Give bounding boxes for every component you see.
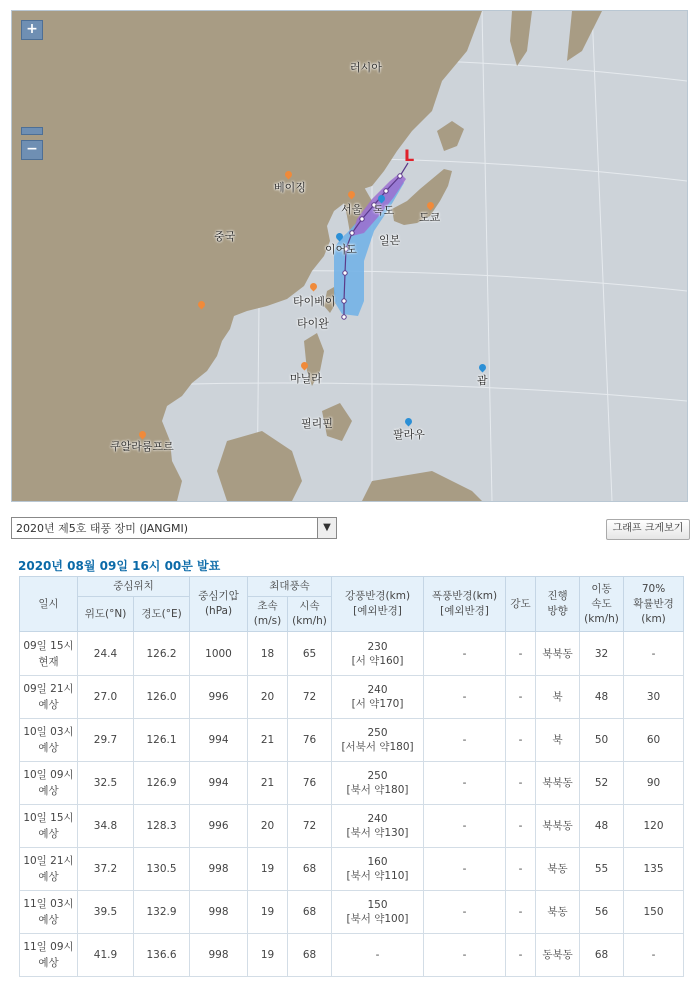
zoom-slider[interactable] xyxy=(21,127,43,135)
cell-lon: 126.9 xyxy=(134,762,190,805)
cell-lon: 128.3 xyxy=(134,805,190,848)
header-gale-radius: 강풍반경(km) [예외반경] xyxy=(332,577,424,632)
cell-direction: 북 xyxy=(536,676,580,719)
cell-storm-radius: - xyxy=(424,762,506,805)
cell-time: 10일 09시 예상 xyxy=(20,762,78,805)
cell-wind-ms: 21 xyxy=(248,762,288,805)
cell-speed: 48 xyxy=(580,676,624,719)
cell-intensity: - xyxy=(506,719,536,762)
table-row xyxy=(20,719,684,762)
cell-direction: 북북동 xyxy=(536,805,580,848)
typhoon-controls xyxy=(11,517,690,541)
cell-storm-radius: - xyxy=(424,848,506,891)
cell-speed: 50 xyxy=(580,719,624,762)
cell-pressure: 994 xyxy=(190,719,248,762)
cell-time: 11일 09시 예상 xyxy=(20,934,78,977)
typhoon-select-value: 2020년 제5호 태풍 장미 (JANGMI) xyxy=(16,522,189,535)
cell-prob-radius: 30 xyxy=(624,676,684,719)
cell-wind-ms: 19 xyxy=(248,891,288,934)
cell-prob-radius: 150 xyxy=(624,891,684,934)
cell-intensity: - xyxy=(506,632,536,676)
cell-wind-kmh: 72 xyxy=(288,805,332,848)
cell-wind-kmh: 68 xyxy=(288,934,332,977)
cell-intensity: - xyxy=(506,934,536,977)
cell-time: 10일 03시 예상 xyxy=(20,719,78,762)
label-japan: 일본 xyxy=(379,234,401,247)
cell-gale-radius: 250 [서북서 약180] xyxy=(332,719,424,762)
cell-direction: 북동 xyxy=(536,848,580,891)
cell-intensity: - xyxy=(506,848,536,891)
table-row xyxy=(20,762,684,805)
cell-direction: 북 xyxy=(536,719,580,762)
cell-lat: 29.7 xyxy=(78,719,134,762)
label-philippines: 필리핀 xyxy=(301,417,333,430)
cell-direction: 동북동 xyxy=(536,934,580,977)
header-intensity: 강도 xyxy=(506,577,536,632)
cell-prob-radius: 135 xyxy=(624,848,684,891)
cell-speed: 32 xyxy=(580,632,624,676)
cell-intensity: - xyxy=(506,676,536,719)
cell-lon: 136.6 xyxy=(134,934,190,977)
label-taipei: 타이베이 xyxy=(293,295,336,308)
cell-speed: 56 xyxy=(580,891,624,934)
cell-wind-ms: 20 xyxy=(248,805,288,848)
typhoon-track-map[interactable] xyxy=(11,10,688,502)
cell-storm-radius: - xyxy=(424,805,506,848)
header-lat: 위도(°N) xyxy=(78,597,134,632)
cell-pressure: 998 xyxy=(190,848,248,891)
cell-wind-kmh: 76 xyxy=(288,762,332,805)
chevron-down-icon[interactable]: ▼ xyxy=(317,518,336,538)
label-guam: 괌 xyxy=(477,374,488,387)
cell-lat: 34.8 xyxy=(78,805,134,848)
cell-time: 09일 21시 예상 xyxy=(20,676,78,719)
cell-lat: 27.0 xyxy=(78,676,134,719)
cell-pressure: 994 xyxy=(190,762,248,805)
header-pressure: 중심기압 (hPa) xyxy=(190,577,248,632)
cell-wind-kmh: 68 xyxy=(288,891,332,934)
header-time: 일시 xyxy=(20,577,78,632)
cell-wind-kmh: 68 xyxy=(288,848,332,891)
cell-wind-ms: 19 xyxy=(248,848,288,891)
typhoon-select[interactable] xyxy=(11,517,337,539)
cell-prob-radius: - xyxy=(624,934,684,977)
low-pressure-marker: L xyxy=(404,146,415,165)
cell-lat: 41.9 xyxy=(78,934,134,977)
cell-lat: 37.2 xyxy=(78,848,134,891)
graph-enlarge-button[interactable]: 그래프 크게보기 xyxy=(606,519,690,540)
cell-gale-radius: 240 [서 약170] xyxy=(332,676,424,719)
cell-storm-radius: - xyxy=(424,934,506,977)
header-max-wind: 최대풍속 xyxy=(248,577,332,597)
cell-gale-radius: 250 [북서 약180] xyxy=(332,762,424,805)
label-dokdo: 독도 xyxy=(373,204,395,217)
cell-storm-radius: - xyxy=(424,632,506,676)
cell-pressure: 998 xyxy=(190,934,248,977)
cell-time: 09일 15시 현재 xyxy=(20,632,78,676)
cell-prob-radius: 60 xyxy=(624,719,684,762)
cell-lon: 130.5 xyxy=(134,848,190,891)
label-ieodo: 이어도 xyxy=(325,243,357,256)
cell-gale-radius: 160 [북서 약110] xyxy=(332,848,424,891)
table-row xyxy=(20,632,684,676)
table-row xyxy=(20,934,684,977)
cell-gale-radius: 230 [서 약160] xyxy=(332,632,424,676)
label-beijing: 베이징 xyxy=(274,181,306,194)
typhoon-forecast-table xyxy=(19,576,684,977)
zoom-in-button[interactable]: + xyxy=(21,20,43,40)
cell-time: 10일 21시 예상 xyxy=(20,848,78,891)
cell-intensity: - xyxy=(506,891,536,934)
label-russia: 러시아 xyxy=(350,61,382,74)
cell-pressure: 996 xyxy=(190,676,248,719)
cell-wind-ms: 21 xyxy=(248,719,288,762)
cell-direction: 북동 xyxy=(536,891,580,934)
zoom-out-button[interactable]: − xyxy=(21,140,43,160)
table-row xyxy=(20,805,684,848)
header-lon: 경도(°E) xyxy=(134,597,190,632)
cell-wind-kmh: 72 xyxy=(288,676,332,719)
cell-gale-radius: - xyxy=(332,934,424,977)
cell-speed: 68 xyxy=(580,934,624,977)
cell-wind-ms: 19 xyxy=(248,934,288,977)
issue-title: 2020년 08월 09일 16시 00분 발표 xyxy=(18,559,221,573)
cell-prob-radius: 120 xyxy=(624,805,684,848)
table-row xyxy=(20,676,684,719)
cell-lat: 32.5 xyxy=(78,762,134,805)
label-china: 중국 xyxy=(214,230,236,243)
cell-gale-radius: 150 [북서 약100] xyxy=(332,891,424,934)
cell-lon: 126.0 xyxy=(134,676,190,719)
cell-pressure: 998 xyxy=(190,891,248,934)
cell-gale-radius: 240 [북서 약130] xyxy=(332,805,424,848)
cell-prob-radius: - xyxy=(624,632,684,676)
header-direction: 진행 방향 xyxy=(536,577,580,632)
cell-lon: 126.1 xyxy=(134,719,190,762)
table-row xyxy=(20,891,684,934)
cell-wind-ms: 20 xyxy=(248,676,288,719)
header-wind-kmh: 시속 (km/h) xyxy=(288,597,332,632)
cell-wind-ms: 18 xyxy=(248,632,288,676)
cell-speed: 52 xyxy=(580,762,624,805)
label-seoul: 서울 xyxy=(341,203,363,216)
cell-storm-radius: - xyxy=(424,891,506,934)
cell-wind-kmh: 65 xyxy=(288,632,332,676)
cell-lon: 132.9 xyxy=(134,891,190,934)
label-tokyo: 도쿄 xyxy=(419,211,441,224)
label-taiwan: 타이완 xyxy=(297,317,329,330)
cell-intensity: - xyxy=(506,805,536,848)
cell-prob-radius: 90 xyxy=(624,762,684,805)
cell-time: 11일 03시 예상 xyxy=(20,891,78,934)
cell-direction: 북북동 xyxy=(536,632,580,676)
table-row xyxy=(20,848,684,891)
cell-speed: 55 xyxy=(580,848,624,891)
cell-direction: 북북동 xyxy=(536,762,580,805)
cell-lon: 126.2 xyxy=(134,632,190,676)
label-manila: 마닐라 xyxy=(290,372,322,385)
cell-pressure: 1000 xyxy=(190,632,248,676)
header-wind-ms: 초속 (m/s) xyxy=(248,597,288,632)
header-center: 중심위치 xyxy=(78,577,190,597)
cell-lat: 24.4 xyxy=(78,632,134,676)
label-kuala-lumpur: 쿠알라룸프르 xyxy=(110,440,174,453)
header-speed: 이동 속도 (km/h) xyxy=(580,577,624,632)
cell-storm-radius: - xyxy=(424,676,506,719)
cell-intensity: - xyxy=(506,762,536,805)
cell-wind-kmh: 76 xyxy=(288,719,332,762)
header-prob-radius: 70% 확률반경 (km) xyxy=(624,577,684,632)
label-palau: 팔라우 xyxy=(393,428,425,441)
cell-speed: 48 xyxy=(580,805,624,848)
cell-lat: 39.5 xyxy=(78,891,134,934)
cell-time: 10일 15시 예상 xyxy=(20,805,78,848)
cell-pressure: 996 xyxy=(190,805,248,848)
cell-storm-radius: - xyxy=(424,719,506,762)
header-storm-radius: 폭풍반경(km) [예외반경] xyxy=(424,577,506,632)
